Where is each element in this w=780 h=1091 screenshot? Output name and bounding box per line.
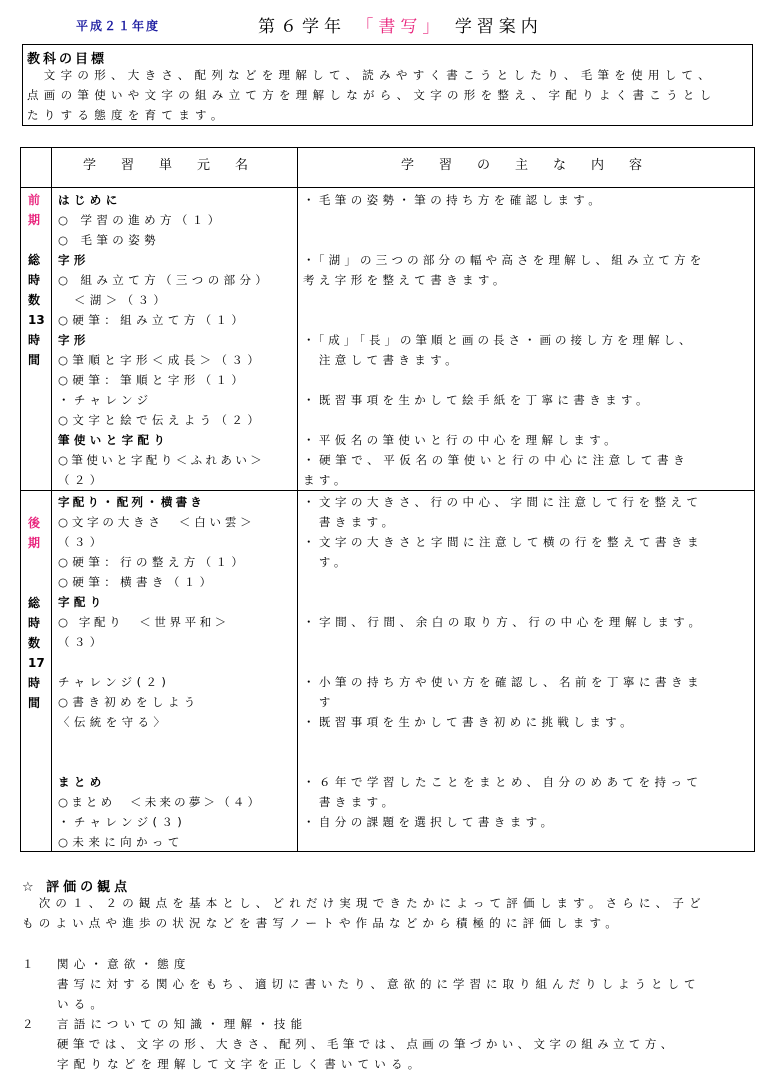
study-plan-table (20, 147, 755, 852)
unit-item: ・チャレンジ(３) (58, 815, 187, 829)
content-item: す。 (303, 555, 350, 569)
content-item: ・平仮名の筆使いと行の中心を理解します。 (303, 433, 621, 447)
table-divider (51, 148, 52, 851)
unit-item: （３） (58, 635, 106, 649)
content-item: ・自分の課題を選択して書きます。 (303, 815, 557, 829)
evaluation-item-text: 字配りなどを理解して文字を正しく書いている。 (57, 1057, 425, 1071)
content-item: ・既習事項を生かして絵手紙を丁寧に書きます。 (303, 393, 652, 407)
unit-item: ○硬筆：組み立て方（１） (58, 313, 248, 327)
unit-item: ○硬筆：横書き（１） (58, 575, 216, 589)
goals-heading: 教科の目標 (27, 52, 108, 67)
term-char: 総 (28, 253, 41, 267)
unit-heading: 字形 (58, 333, 90, 347)
header-main-content: 学 習 の 主 な 内 容 (401, 158, 649, 173)
term-char: 総 (28, 596, 41, 610)
unit-item: ○未来に向かって (58, 835, 184, 849)
unit-item: ○ 組み立て方（三つの部分） (58, 273, 272, 287)
unit-item: ○硬筆：筆順と字形（１） (58, 373, 248, 387)
goals-line: 文字の形、大きさ、配列などを理解して、読みやすく書こうとしたり、毛筆を使用して、 (27, 68, 715, 82)
evaluation-item-number: ２ (22, 1017, 39, 1031)
term-char: 時 (28, 676, 41, 690)
unit-item: ○ 字配り ＜世界平和＞ (58, 615, 230, 629)
table-divider (21, 187, 754, 188)
content-item: ・毛筆の姿勢・筆の持ち方を確認します。 (303, 193, 605, 207)
school-year: 平成２１年度 (76, 19, 161, 33)
unit-item: ○ 毛筆の姿勢 (58, 233, 160, 247)
content-item: ・文字の大きさと字間に注意して横の行を整えて書きま (303, 535, 703, 549)
evaluation-item-text: いる。 (57, 997, 108, 1011)
title-guide: 学習案内 (454, 17, 543, 37)
evaluation-item-title: 関心・意欲・態度 (57, 957, 191, 971)
unit-item: ○ 学習の進め方（１） (58, 213, 224, 227)
unit-item: チャレンジ(２) (58, 675, 171, 689)
term-char: 後 (28, 516, 41, 530)
content-item: ・既習事項を生かして書き初めに挑戦します。 (303, 715, 636, 729)
content-item: 書きます。 (303, 515, 398, 529)
evaluation-item-number: １ (22, 957, 39, 971)
content-item: ・小筆の持ち方や使い方を確認し、名前を丁寧に書きま (303, 675, 703, 689)
term-char: 間 (28, 353, 41, 367)
evaluation-intro: 次の１、２の観点を基本とし、どれだけ実現できたかによって評価します。さらに、子ど (22, 896, 706, 910)
term-char: 時 (28, 616, 41, 630)
title-subject: 「書写」 (356, 17, 445, 37)
unit-item: （２） (58, 473, 106, 487)
unit-heading: 字配り (58, 595, 106, 609)
term-char: 17 (28, 656, 45, 670)
unit-heading: まとめ (58, 775, 106, 789)
unit-item: ○まとめ ＜未来の夢＞（４） (58, 795, 263, 809)
goals-line: たりする態度を育てます。 (27, 108, 228, 122)
unit-item: ＜湖＞（３） (58, 293, 170, 307)
content-item: ・６年で学習したことをまとめ、自分のめあてを持って (303, 775, 703, 789)
unit-item: ○筆順と字形＜成長＞（３） (58, 353, 264, 367)
unit-heading: 筆使いと字配り (58, 433, 170, 447)
content-item: ・硬筆で、平仮名の筆使いと行の中心に注意して書き (303, 453, 690, 467)
term-char: 前 (28, 193, 41, 207)
content-item: す (303, 695, 335, 709)
term-char: 時 (28, 273, 41, 287)
content-item: ・「成」「長」の筆順と画の長さ・画の接し方を理解し、 (303, 333, 695, 347)
content-item: 書きます。 (303, 795, 398, 809)
evaluation-heading: ☆ 評価の観点 (22, 880, 132, 895)
unit-item: ○書き初めをしよう (58, 695, 200, 709)
unit-heading: はじめに (58, 193, 122, 207)
unit-item: ○硬筆：行の整え方（１） (58, 555, 248, 569)
term-char: 期 (28, 213, 41, 227)
unit-heading: 字配り・配列・横書き (58, 495, 205, 509)
content-item: 注意して書きます。 (303, 353, 462, 367)
unit-item: ○文字の大きさ ＜白い雲＞ (58, 515, 256, 529)
evaluation-item-text: 書写に対する関心をもち、適切に書いたり、意欲的に学習に取り組んだりしようとして (57, 977, 701, 991)
content-item: ・字間、行間、余白の取り方、行の中心を理解します。 (303, 615, 705, 629)
title-grade: 第６学年 (258, 17, 346, 37)
table-divider (21, 490, 754, 491)
goals-line: 点画の筆使いや文字の組み立て方を理解しながら、文字の形を整え、字配りよく書こうとし (27, 88, 717, 102)
unit-item: ○筆使いと字配り＜ふれあい＞ (58, 453, 266, 467)
unit-item: ・チャレンジ (58, 393, 153, 407)
subject-goals-box (22, 44, 753, 126)
page-title (258, 12, 543, 37)
unit-heading: 字形 (58, 253, 90, 267)
term-char: 時 (28, 333, 41, 347)
term-char: 数 (28, 293, 41, 307)
evaluation-intro: ものよい点や進歩の状況などを書写ノートや作品などから積極的に評価します。 (22, 916, 622, 930)
term-char: 期 (28, 536, 41, 550)
term-char: 間 (28, 696, 41, 710)
content-item: 考え字形を整えて書きます。 (303, 273, 509, 287)
header-unit-name: 学 習 単 元 名 (83, 158, 255, 173)
term-char: 数 (28, 636, 41, 650)
content-item: ます。 (303, 473, 350, 487)
table-divider (297, 148, 298, 851)
unit-item: （３） (58, 535, 106, 549)
content-item: ・「湖」の三つの部分の幅や高さを理解し、組み立て方を (303, 253, 706, 267)
content-item: ・文字の大きさ、行の中心、字間に注意して行を整えて (303, 495, 703, 509)
unit-item: ○文字と絵で伝えよう（２） (58, 413, 264, 427)
evaluation-item-title: 言語についての知識・理解・技能 (57, 1017, 308, 1031)
evaluation-item-text: 硬筆では、文字の形、大きさ、配列、毛筆では、点画の筆づかい、文字の組み立て方、 (57, 1037, 677, 1051)
term-char: 13 (28, 313, 45, 327)
unit-item: 〈伝統を守る〉 (58, 715, 170, 729)
